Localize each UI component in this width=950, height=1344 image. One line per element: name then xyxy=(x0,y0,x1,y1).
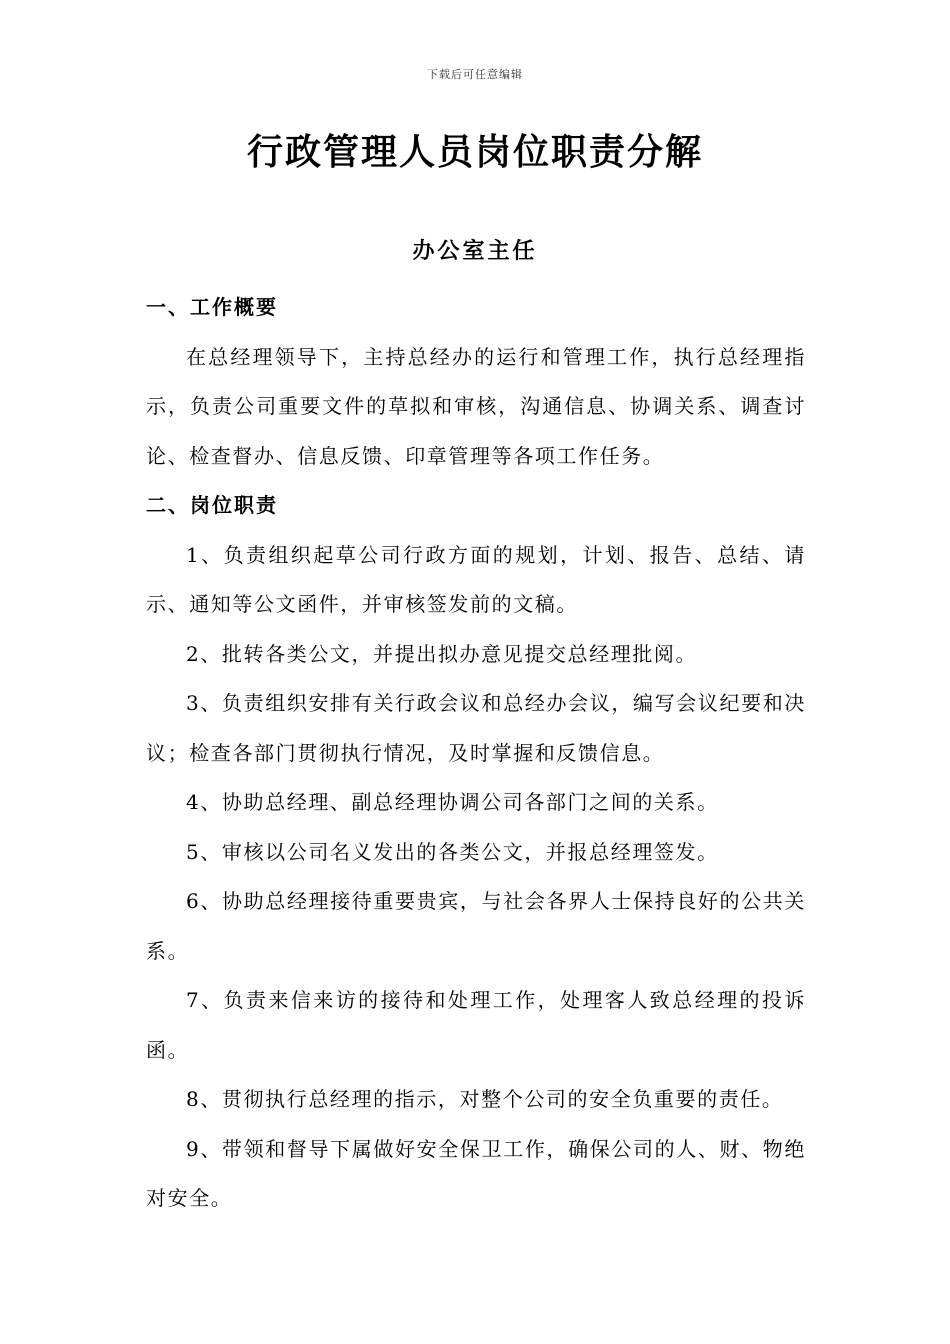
document-title: 行政管理人员岗位职责分解 xyxy=(246,132,703,173)
header-note: 下载后可任意编辑 xyxy=(427,68,523,81)
section-heading-duties: 二、岗位职责 xyxy=(146,493,278,517)
duty-item-9: 9、带领和督导下属做好安全保卫工作，确保公司的人、财、物绝对安全。 xyxy=(146,1136,806,1210)
overview-paragraph: 在总经理领导下，主持总经办的运行和管理工作，执行总经理指示，负责公司重要文件的草拟和审核，沟通信息、协调关系、调查讨论、检查督办、信息反馈、印章管理等各项工作任务。 xyxy=(146,344,806,468)
document-body xyxy=(146,283,806,1224)
duty-item-6: 6、协助总经理接待重要贵宾，与社会各界人士保持良好的公共关系。 xyxy=(146,889,806,963)
section-heading-overview: 一、工作概要 xyxy=(146,295,278,319)
duty-item-1: 1、负责组织起草公司行政方面的规划，计划、报告、总结、请示、通知等公文函件，并审核签发前的文稿。 xyxy=(146,542,806,616)
duty-item-7: 7、负责来信来访的接待和处理工作，处理客人致总经理的投诉函。 xyxy=(146,988,806,1062)
duty-item-5: 5、审核以公司名义发出的各类公文，并报总经理签发。 xyxy=(186,839,719,864)
duty-item-8: 8、贯彻执行总经理的指示，对整个公司的安全负重要的责任。 xyxy=(186,1087,784,1111)
position-title: 办公室主任 xyxy=(412,239,538,264)
duty-item-4: 4、协助总经理、副总经理协调公司各部门之间的关系。 xyxy=(186,790,719,814)
duty-item-3: 3、负责组织安排有关行政会议和总经办会议，编写会议纪要和决议；检查各部门贯彻执行情况，及时掌握和反馈信息。 xyxy=(146,691,806,765)
duty-item-2: 2、批转各类公文，并提出拟办意见提交总经理批阅。 xyxy=(186,641,698,666)
